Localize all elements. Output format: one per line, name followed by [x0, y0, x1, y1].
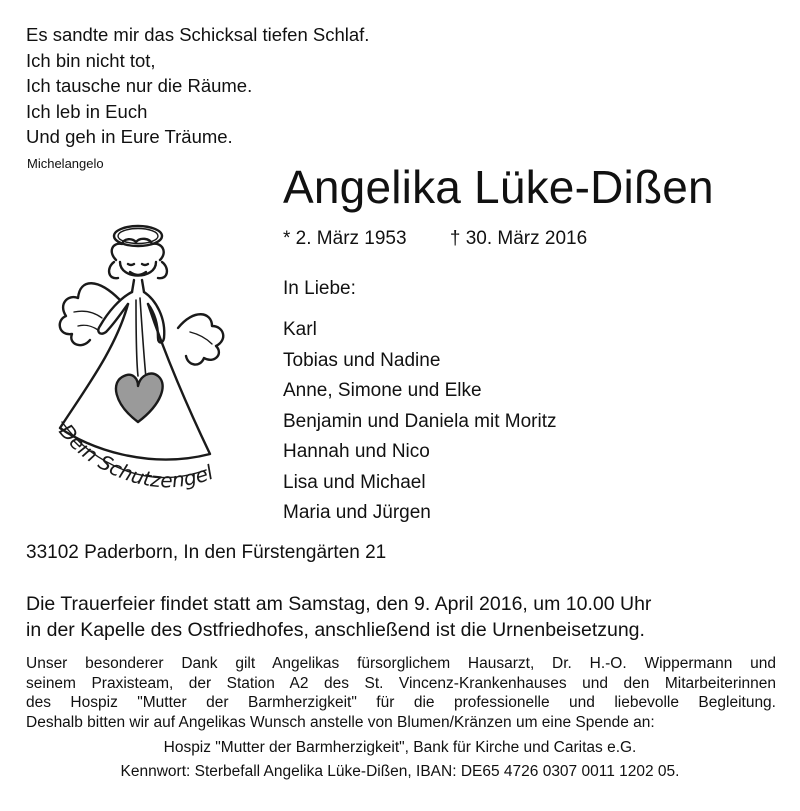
address: 33102 Paderborn, In den Fürstengärten 21	[26, 542, 387, 563]
poem-author: Michelangelo	[27, 156, 104, 171]
guardian-angel-icon	[28, 208, 248, 508]
thanks-line: des Hospiz "Mutter der Barmherzigkeit" für die professionelle und liebevolle Begleitung.	[26, 694, 776, 711]
donation-reference: Kennwort: Sterbefall Angelika Lüke-Dißen, IBAN: DE65 4726 0307 0011 1202 05.	[120, 763, 680, 780]
family-member: Anne, Simone und Elke	[283, 380, 482, 401]
family-intro: In Liebe:	[283, 278, 356, 299]
poem	[26, 22, 369, 150]
donation-recipient: Hospiz "Mutter der Barmherzigkeit", Bank für Kirche und Caritas e.G.	[163, 739, 637, 756]
thanks-line: seinem Praxisteam, der Station A2 des St. Vincenz-Krankenhauses und den Mitarbeiterinnen	[26, 674, 776, 692]
family-member: Maria und Jürgen	[283, 502, 431, 523]
poem-line: Ich bin nicht tot,	[26, 49, 156, 71]
family-member: Benjamin und Daniela mit Moritz	[283, 410, 557, 432]
family-list	[283, 315, 557, 529]
poem-line: Ich leb in Euch	[26, 100, 148, 122]
family-member: Hannah und Nico	[283, 441, 430, 462]
ceremony-line: Die Trauerfeier findet statt am Samstag, den 9. April 2016, um 10.00 Uhr	[26, 593, 652, 615]
poem-line: Ich tausche nur die Räume.	[26, 75, 253, 96]
ceremony-notice	[26, 591, 776, 643]
poem-line: Es sandte mir das Schicksal tiefen Schlaf.	[26, 24, 370, 45]
death-date: † 30. März 2016	[449, 228, 588, 249]
ceremony-line: in der Kapelle des Ostfriedhofes, anschließend ist die Urnenbeisetzung.	[26, 619, 645, 641]
angel-caption: Dein Schutzengel	[54, 419, 217, 493]
thanks-paragraph	[26, 654, 776, 732]
deceased-name: Angelika Lüke-Dißen	[283, 161, 714, 213]
thanks-line: Deshalb bitten wir auf Angelikas Wunsch anstelle von Blumen/Kränzen um eine Spende an:	[26, 713, 655, 731]
poem-line: Und geh in Eure Träume.	[26, 126, 233, 147]
family-member: Karl	[283, 319, 317, 340]
thanks-line: Unser besonderer Dank gilt Angelikas fürsorglichem Hausarzt, Dr. H.-O. Wippermann und	[26, 655, 776, 672]
birth-date: * 2. März 1953	[283, 228, 407, 249]
family-member: Lisa und Michael	[283, 471, 426, 493]
life-dates	[283, 228, 587, 250]
donation-info	[0, 736, 800, 784]
family-member: Tobias und Nadine	[283, 349, 441, 371]
